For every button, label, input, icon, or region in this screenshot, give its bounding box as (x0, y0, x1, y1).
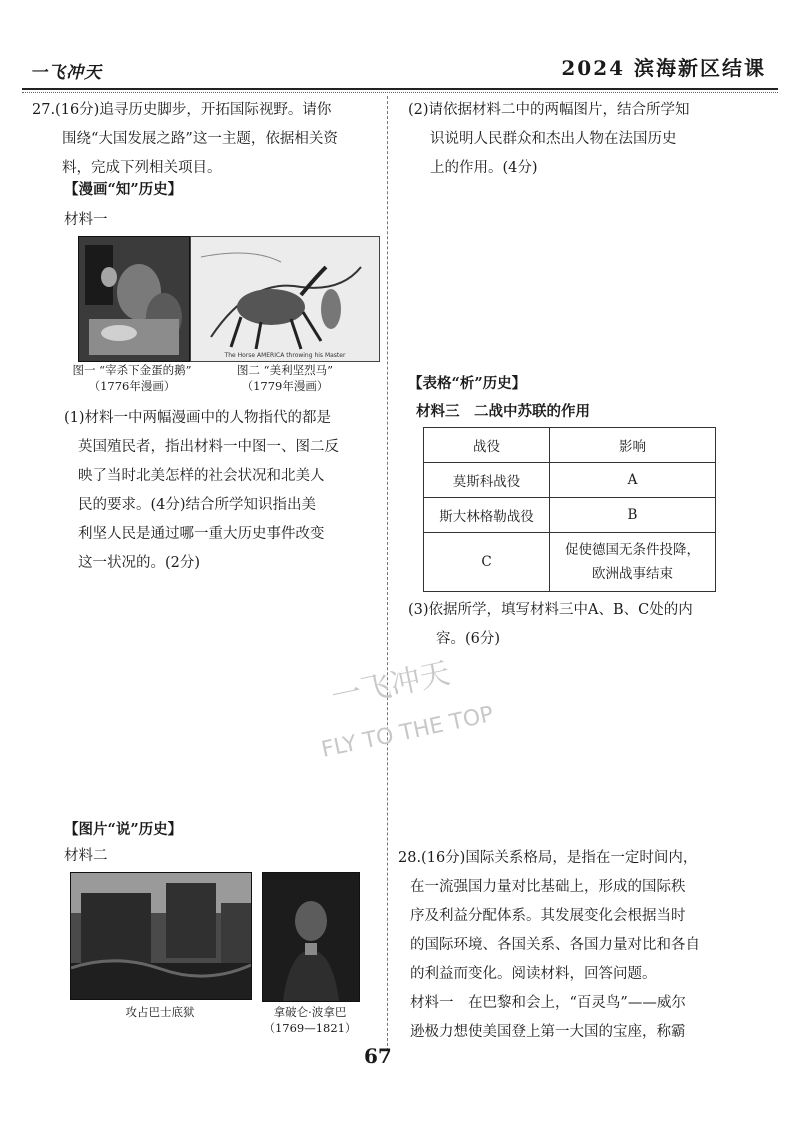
question-1-line: 这一状况的。(2分) (78, 555, 201, 571)
question-1-line: 民的要求。(4分)结合所学知识指出美 (78, 497, 317, 513)
figure-1-caption (62, 362, 202, 394)
material-1-label: 材料一 (64, 212, 108, 228)
table-header-cell: 战役 (424, 428, 550, 463)
question-28-line: 在一流强国力量对比基础上，形成的国际秩 (410, 879, 686, 895)
question-28-line: 的国际环境、各国关系、各国力量对比和各自 (410, 937, 700, 953)
cartoon-horse-drawing (191, 237, 379, 361)
figure-1-caption-date: （1776年漫画） (88, 379, 176, 393)
table-header-row (424, 428, 716, 463)
figure-1-caption-title: 图一 “宰杀下金蛋的鹅” (72, 363, 192, 377)
cartoon-image-goose (78, 236, 190, 362)
question-1-line: 英国殖民者，指出材料一中图一、图二反 (78, 439, 339, 455)
question-3-line: 容。(6分) (436, 631, 501, 647)
napoleon-portrait-drawing (263, 873, 359, 1001)
question-3 (408, 596, 778, 654)
q27-intro-line: 27.(16分)追寻历史脚步，开拓国际视野。请你 (32, 102, 332, 118)
figure-2-caption-date: （1779年漫画） (241, 379, 329, 393)
question-2 (408, 96, 778, 183)
napoleon-caption-name: 拿破仑·波拿巴 (273, 1005, 347, 1019)
watermark-english: FLY TO THE TOP (319, 702, 496, 763)
question-28-line: 的利益而变化。阅读材料，回答问题。 (410, 966, 657, 982)
watermark-chinese: 一飞冲天 (328, 655, 454, 716)
figure-2-caption (205, 362, 365, 394)
section-heading-table: 【表格“析”历史】 (408, 375, 527, 392)
table-cell: A (550, 463, 716, 498)
question-2-line: 识说明人民群众和杰出人物在法国历史 (430, 131, 677, 147)
question-28-line: 序及利益分配体系。其发展变化会根据当时 (410, 908, 686, 924)
table-cell: 促使德国无条件投降，欧洲战事结束 (550, 533, 716, 592)
header-rule (22, 88, 778, 90)
cartoon-inner-caption: The Horse AMERICA throwing his Master (224, 352, 346, 359)
bastille-caption: 攻占巴士底狱 (125, 1005, 195, 1019)
question-28-line: 逊极力想使美国登上第一大国的宝座，称霸 (410, 1024, 686, 1040)
section-heading-picture: 【图片“说”历史】 (64, 821, 183, 838)
header-rule-dotted (22, 92, 778, 93)
brand-logo: 一飞冲天 (30, 63, 102, 83)
table-cell: C (424, 533, 550, 592)
table-header-cell: 影响 (550, 428, 716, 463)
q27-intro (32, 96, 377, 183)
cartoon-image-horse (190, 236, 380, 362)
cartoon-goose-drawing (79, 237, 189, 361)
question-28-line: 材料一 在巴黎和会上，“百灵鸟”——威尔 (410, 995, 686, 1011)
question-3-line: (3)依据所学，填写材料三中A、B、C处的内 (408, 602, 693, 618)
q27-intro-line: 料，完成下列相关项目。 (62, 160, 222, 176)
table-cell: B (550, 498, 716, 533)
napoleon-caption (248, 1004, 372, 1036)
question-2-line: (2)请依据材料二中的两幅图片，结合所学知 (408, 102, 690, 118)
table-cell: 斯大林格勒战役 (424, 498, 550, 533)
section-heading-cartoon: 【漫画“知”历史】 (64, 181, 183, 198)
column-divider (387, 96, 388, 1056)
table-row (424, 463, 716, 498)
figure-2-caption-title: 图二 “美利坚烈马” (237, 363, 333, 377)
table-cell: 莫斯科战役 (424, 463, 550, 498)
napoleon-portrait-image (262, 872, 360, 1002)
book-title: 2024 滨海新区结课 (561, 56, 766, 80)
bastille-image (70, 872, 252, 1000)
page-number: 67 (364, 1044, 392, 1068)
q27-intro-line: 围绕“大国发展之路”这一主题，依据相关资 (62, 131, 338, 147)
question-28 (398, 844, 783, 1047)
question-1-line: 利坚人民是通过哪一重大历史事件改变 (78, 526, 325, 542)
table-row (424, 498, 716, 533)
bastille-drawing (71, 873, 251, 999)
question-1 (64, 404, 379, 578)
material-2-label: 材料二 (64, 848, 108, 864)
question-1-line: 映了当时北美怎样的社会状况和北美人 (78, 468, 325, 484)
question-1-line: (1)材料一中两幅漫画中的人物指代的都是 (64, 410, 332, 426)
table-row (424, 533, 716, 592)
question-2-line: 上的作用。(4分) (430, 160, 538, 176)
napoleon-caption-dates: （1769—1821） (263, 1021, 357, 1035)
question-28-line: 28.(16分)国际关系格局，是指在一定时间内， (398, 850, 698, 866)
material-3-label: 材料三 二战中苏联的作用 (416, 403, 590, 420)
material-3-table (423, 427, 716, 592)
soviet-role-table (423, 427, 716, 592)
